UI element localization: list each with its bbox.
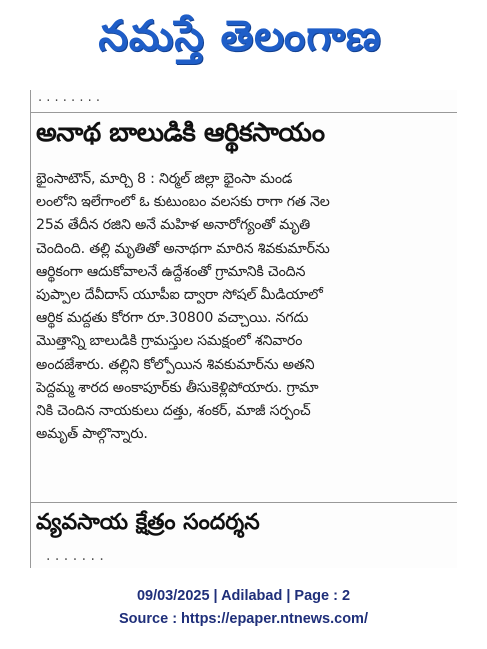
next-article-fragment	[30, 552, 457, 568]
article-body	[36, 168, 452, 446]
article-body-line: 25వ తేదీన రజిని అనే మహిళ అనారోగ్యంతో మృతి	[36, 217, 310, 234]
top-divider	[30, 112, 457, 113]
article-body-line: నికి చెందిన నాయకులు దత్తు, శంకర్, మాజీ సర్పంచ్	[36, 403, 311, 420]
article-headline: అనాథ బాలుడికి ఆర్థికసాయం	[36, 118, 325, 148]
article-body-line: మొత్తాన్ని బాలుడికి గ్రామస్తుల సమక్షంలో శనివారం	[36, 333, 303, 350]
article-body-line: చెందింది. తల్లి మృతితో అనాథగా మారిన శివకుమార్‌ను	[36, 240, 330, 257]
next-article-text: · · · · · · ·	[46, 552, 104, 568]
previous-article-fragment	[30, 90, 457, 112]
section-divider	[30, 502, 457, 503]
article-body-line: అందజేశారు. తల్లిని కోల్పోయిన శివకుమార్‌ను అతని	[36, 356, 315, 373]
article-body-line: భైంసాటౌన్, మార్చి 8 : నిర్మల్ జిల్లా భైంసా మండ	[36, 171, 293, 187]
article-clipping	[30, 90, 457, 568]
source-link[interactable]: Source : https://epaper.ntnews.com/	[119, 611, 368, 627]
newspaper-masthead	[40, 4, 440, 78]
column-rule	[30, 90, 31, 568]
edition-info: 09/03/2025 | Adilabad | Page : 2	[136, 588, 351, 604]
article-body-line: లంలోని ఇలేగాంలో ఓ కుటుంబం వలసకు రాగా గత నెల	[36, 194, 330, 211]
next-article-headline: వ్యవసాయ క్షేత్రం సందర్శన	[36, 510, 260, 535]
masthead-title: నమస్తే తెలంగాణ	[98, 11, 382, 60]
article-body-line: ఆర్థికంగా ఆదుకోవాలనే ఉద్దేశంతో గ్రామానికి చెందిన	[36, 263, 306, 280]
article-body-line: ఆర్థిక మద్దతు కోరగా రూ.30800 వచ్చాయి. నగదు	[36, 310, 309, 327]
article-body-line: పుప్పాల దేవీదాస్ యూపీఐ ద్వారా సోషల్ మీడియాలో	[36, 287, 323, 304]
article-body-line: పెద్దమ్మ శారద అంకాపూర్‌కు తీసుకెళ్లిపోయారు. గ్రామా	[36, 379, 319, 396]
article-body-line: అమృత్ పాల్గొన్నారు.	[36, 426, 148, 443]
previous-article-text: · · · · · · · ·	[38, 94, 100, 109]
